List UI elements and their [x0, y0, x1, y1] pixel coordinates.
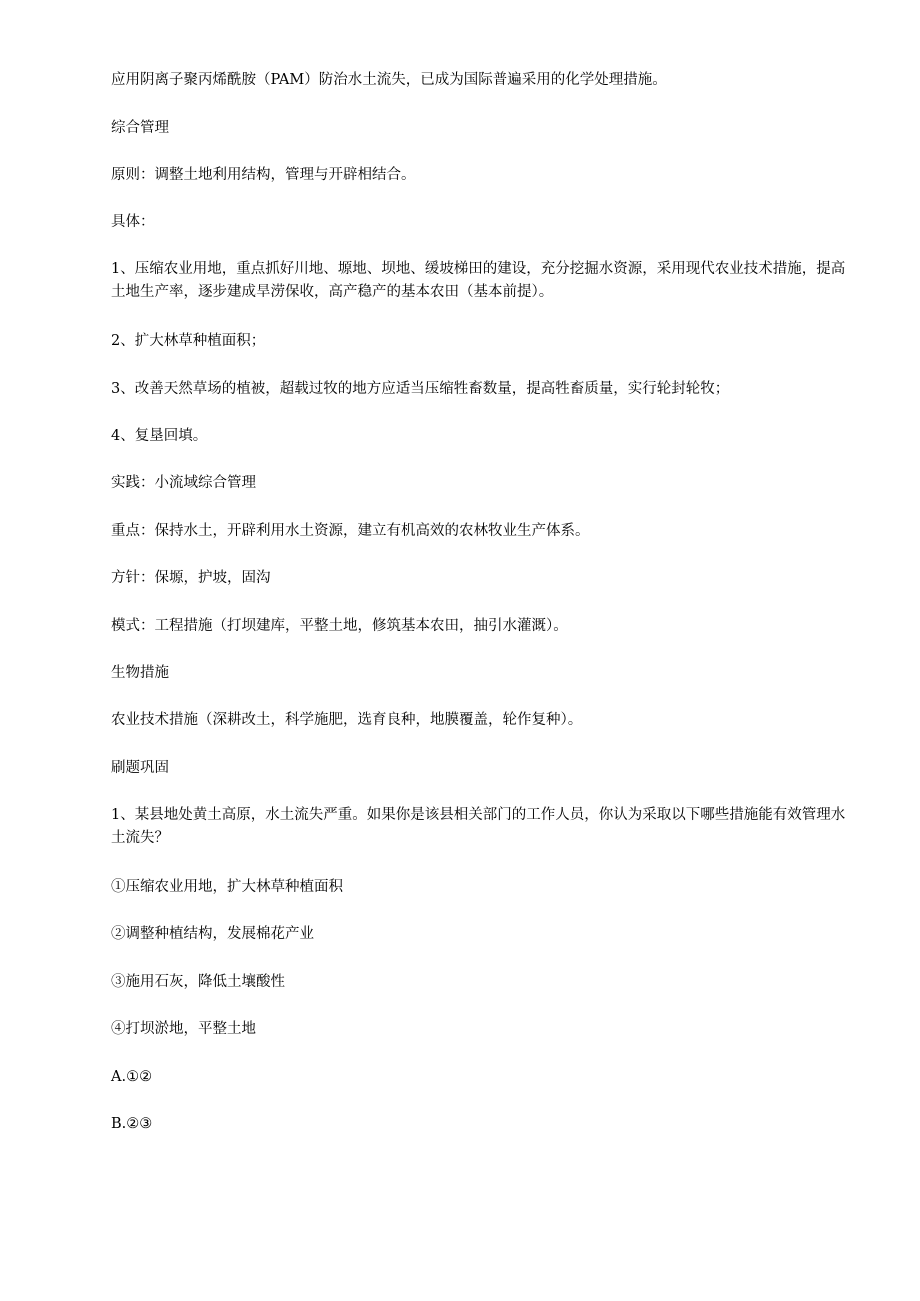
list-item-measure-3: 3、改善天然草场的植被，超载过牧的地方应适当压缩牲畜数量，提高牲畜质量，实行轮封轮牧；: [111, 381, 730, 397]
heading-exercise: 刷题巩固: [111, 760, 169, 776]
paragraph-focus: 重点：保持水土，开辟利用水土资源，建立有机高效的农林牧业生产体系。: [111, 523, 590, 539]
statement-3: ③施用石灰，降低土壤酸性: [111, 974, 285, 990]
statement-2: ②调整种植结构，发展棉花产业: [111, 926, 314, 942]
paragraph-agri-measures: 农业技术措施（深耕改土，科学施肥，选育良种，地膜覆盖，轮作复种）。: [111, 712, 583, 728]
paragraph-policy: 方针：保塬，护坡，固沟: [111, 570, 271, 586]
statement-4: ④打坝淤地，平整土地: [111, 1021, 256, 1037]
paragraph-model: 模式：工程措施（打坝建库，平整土地，修筑基本农田，抽引水灌溉）。: [111, 618, 568, 634]
question-1: 1、某县地处黄土高原，水土流失严重。如果你是该县相关部门的工作人员，你认为采取以下哪些措施能有效管理水土流失？: [111, 807, 846, 846]
list-item-measure-4: 4、复垦回填。: [111, 428, 208, 444]
answer-option-b: B.②③: [111, 1116, 153, 1132]
list-item-measure-2: 2、扩大林草种植面积；: [111, 333, 266, 349]
statement-1: ①压缩农业用地，扩大林草种植面积: [111, 879, 343, 895]
paragraph-intro-pam: 应用阴离子聚丙烯酰胺（PAM）防治水土流失，已成为国际普遍采用的化学处理措施。: [111, 72, 667, 88]
heading-comprehensive-management: 综合管理: [111, 120, 169, 136]
paragraph-bio-measures: 生物措施: [111, 665, 169, 681]
paragraph-principle: 原则：调整土地利用结构，管理与开辟相结合。: [111, 167, 416, 183]
answer-option-a: A.①②: [111, 1069, 153, 1085]
paragraph-practice: 实践：小流域综合管理: [111, 475, 256, 491]
paragraph-specifics-heading: 具体：: [111, 214, 155, 230]
list-item-measure-1: 1、压缩农业用地，重点抓好川地、塬地、坝地、缓坡梯田的建设，充分挖掘水资源，采用现代农业技术措施，提高土地生产率，逐步建成旱涝保收，高产稳产的基本农田（基本前提）。: [111, 261, 846, 300]
